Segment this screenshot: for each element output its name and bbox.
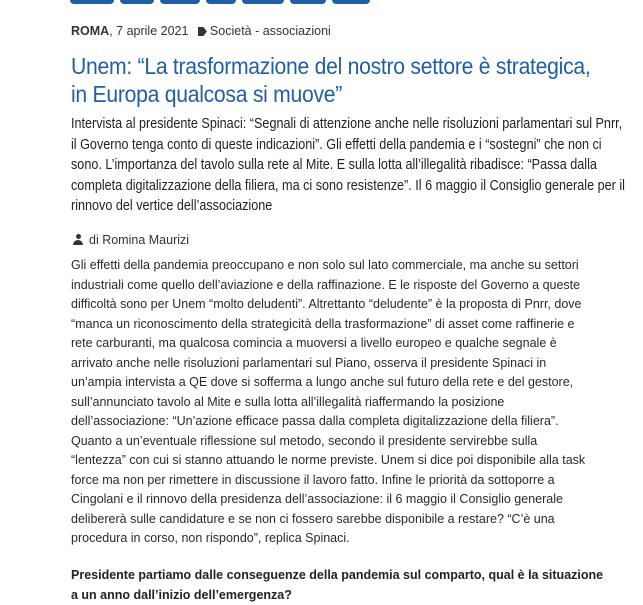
article-body: Gli effetti della pandemia preoccupano e non solo sul lato commerciale, ma anche su settori industriali come quello dell’aviazione e della raffinazione. E le risposte del Governo a queste difficoltà sono per Unem “molto deludenti”. Altrettanto “deludente” è la proposta di Pnrr, dove “manca un riconoscimento della strategicità della trasformazione” di asset come raffinerie e rete carburanti, ma qualcosa comincia a muoversi a livello europeo e qualche segnale è arrivato anche nelle risoluzioni parlamentari sul Piano, osserva il presidente Spinaci in un’ampia intervista a QE dove si sofferma a lungo anche sul futuro della rete e del gestore, sull’annunciato tavolo al Mite e sulla lotta all’illegalità riaffermando la posizione dell’associazione: “Un’azione efficace passa dalla completa digitalizzazione della filiera”. Quanto a un’eventuale riflessione sul metodo, secondo il presidente servirebbe sulla “lentezza” con cui si stanno attuando le norme previste. Unem si dice poi disponibile alla task force ma non per rimettere in discussione il lavoro fatto. Infine le priorità da sottoporre a Cingolani e il rinnovo della presidenza dell’associazione: il 6 maggio il Consiglio generale delibererà sulle candidature e se non ci fossero sarebbe disponibile a restare? “C’è una procedura in corso, non rispondo”, replica Spinaci.: [71, 258, 586, 545]
article-title: Unem: “La trasformazione del nostro settore è strategica, in Europa qualcosa si muove”: [71, 53, 591, 107]
article-city: ROMA: [71, 24, 110, 38]
article-author: [73, 233, 189, 247]
article-date: 7 aprile 2021: [116, 24, 189, 38]
user-icon: [73, 234, 83, 245]
article-subtitle: Intervista al presidente Spinaci: “Segnali di attenzione anche nelle risoluzioni parlamentari sul Pnrr, il Governo tenga conto di queste indicazioni”. Gli effetti della pandemia e i “sostegni” che non ci sono. L’importanza del tavolo sulla rete al Mite. E sulla lotta all’illegalità ribadisce: “Passa dalla completa digitalizzazione della filiera, ma ci sono resistenze”. Il 6 maggio il Consiglio generale per il rinnovo del vertice dell’associazione: [71, 116, 625, 214]
site-logo[interactable]: [70, 0, 390, 4]
category-link[interactable]: Società - associazioni: [209, 24, 331, 38]
article-meta: ROMA, 7 aprile 2021 Società - associazioni: [71, 24, 331, 38]
interview-question: Presidente partiamo dalle conseguenze della pandemia sul comparto, qual è la situazione a un anno dall’inizio dell’emergenza?: [71, 568, 604, 602]
tag-icon: [198, 27, 207, 36]
author-link[interactable]: di Romina Maurizi: [89, 233, 190, 247]
